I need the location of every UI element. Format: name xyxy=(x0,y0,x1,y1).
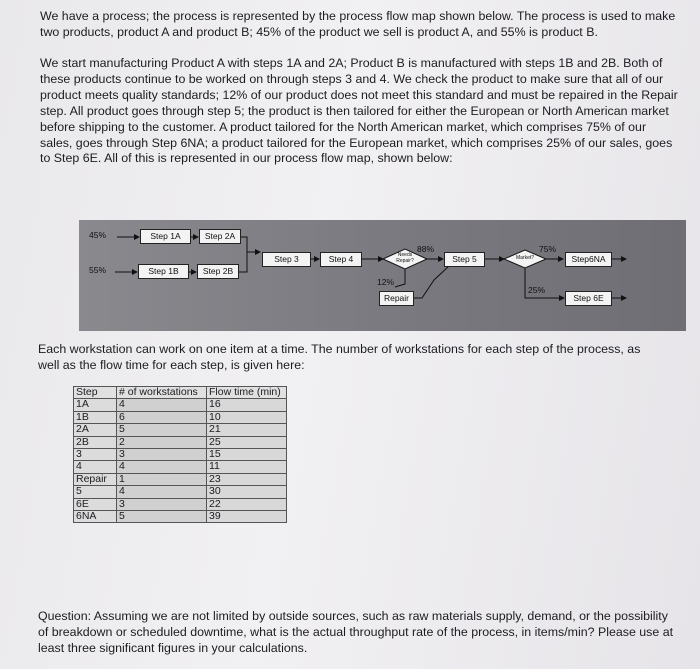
cell-step: 3 xyxy=(74,449,117,461)
cell-workstations: 5 xyxy=(117,424,207,436)
cell-flow-time: 30 xyxy=(207,486,287,498)
arrow-repair-5 xyxy=(412,266,449,298)
table-row xyxy=(74,498,287,510)
step-1a-box: Step 1A xyxy=(140,229,191,244)
header-workstations: # of workstations xyxy=(117,387,207,399)
intro-paragraph: We have a process; the process is represented by the process flow map shown below. The process is used to make two products, product A and product B; 45% of the product we sell is product A, and 55% is product B. xyxy=(40,9,676,39)
table-header-row xyxy=(74,387,287,399)
pct-na-label: 75% xyxy=(539,244,557,254)
cell-flow-time: 23 xyxy=(207,473,287,485)
table-row xyxy=(74,511,287,523)
step-2a-box: Step 2A xyxy=(199,229,241,244)
table-row xyxy=(74,411,287,423)
pct-e-label: 25% xyxy=(528,285,546,295)
cell-flow-time: 15 xyxy=(207,449,287,461)
pct-b-label: 55% xyxy=(89,265,107,275)
step-2b-box: Step 2B xyxy=(197,264,239,279)
table-row xyxy=(74,424,287,436)
workstation-table xyxy=(73,386,287,523)
header-flow-time: Flow time (min) xyxy=(207,387,287,399)
cell-workstations: 2 xyxy=(117,436,207,448)
market-label: Market? xyxy=(515,255,535,261)
cell-workstations: 4 xyxy=(117,486,207,498)
cell-flow-time: 16 xyxy=(207,399,287,411)
cell-step: 5 xyxy=(74,486,117,498)
cell-flow-time: 10 xyxy=(207,411,287,423)
step-4-box: Step 4 xyxy=(320,252,362,267)
table-row xyxy=(74,449,287,461)
cell-workstations: 1 xyxy=(117,473,207,485)
cell-step: 4 xyxy=(74,461,117,473)
cell-flow-time: 11 xyxy=(207,461,287,473)
step-5-box: Step 5 xyxy=(444,252,485,267)
cell-flow-time: 21 xyxy=(207,424,287,436)
needs-repair-label-2: Repair? xyxy=(396,257,414,264)
cell-flow-time: 39 xyxy=(207,511,287,523)
cell-workstations: 3 xyxy=(117,498,207,510)
needs-repair-label-1: Needs xyxy=(397,252,413,258)
repair-box: Repair xyxy=(379,291,414,306)
cell-workstations: 6 xyxy=(117,411,207,423)
cell-step: 6E xyxy=(74,498,117,510)
arrow-2a-3 xyxy=(241,237,260,252)
step-6e-box: Step 6E xyxy=(565,291,612,306)
table-row xyxy=(74,399,287,411)
arrow-2b-3 xyxy=(239,252,247,272)
cell-flow-time: 25 xyxy=(207,436,287,448)
cell-flow-time: 22 xyxy=(207,498,287,510)
question-paragraph: Question: Assuming we are not limited by outside sources, such as raw materials supply, demand, or the possibility of breakdown or scheduled downtime, what is the actual throughput rate of the process, in items/min? Please use at least three significant figures in your calculations. xyxy=(38,609,674,655)
step-3-box: Step 3 xyxy=(262,252,311,267)
pct-repair-label: 12% xyxy=(377,277,395,287)
table-row xyxy=(74,473,287,485)
cell-step: 1A xyxy=(74,399,117,411)
description-paragraph: We start manufacturing Product A with steps 1A and 2A; Product B is manufactured with steps 1B and 2B. Both of these products continue to be worked on through steps 3 and 4. We check the product to make sure that all of our product meets quality standards; 12% of our product does not meet this standard and must be repaired in the Repair step. All product goes through step 5; the product is then tailored for either the European or North American market before shipping to the customer. A product tailored for the North American market, which comprises 75% of our sales, goes through Step 6NA; a product tailored for the European market, which comprises 25% of our sales, goes to Step 6E. All of this is represented in our process flow map, shown below: xyxy=(40,56,678,166)
cell-workstations: 5 xyxy=(117,511,207,523)
needs-repair-label xyxy=(391,253,419,264)
arrow-needs-repair xyxy=(395,268,405,287)
cell-step: 1B xyxy=(74,411,117,423)
workstation-paragraph: Each workstation can work on one item at a time. The number of workstations for each step of the process, as well as the flow time for each step, is given here: xyxy=(38,342,641,372)
cell-workstations: 4 xyxy=(117,399,207,411)
cell-step: 2A xyxy=(74,424,117,436)
cell-step: Repair xyxy=(74,473,117,485)
pct-a-label: 45% xyxy=(89,230,107,240)
step-6na-box: Step6NA xyxy=(565,252,612,267)
step-1b-box: Step 1B xyxy=(138,264,189,279)
cell-workstations: 4 xyxy=(117,461,207,473)
table-row xyxy=(74,436,287,448)
cell-workstations: 3 xyxy=(117,449,207,461)
table-row xyxy=(74,486,287,498)
cell-step: 2B xyxy=(74,436,117,448)
process-flow-map xyxy=(79,220,686,331)
pct-ok-label: 88% xyxy=(417,244,435,254)
header-step: Step xyxy=(74,387,117,399)
table-row xyxy=(74,461,287,473)
cell-step: 6NA xyxy=(74,511,117,523)
